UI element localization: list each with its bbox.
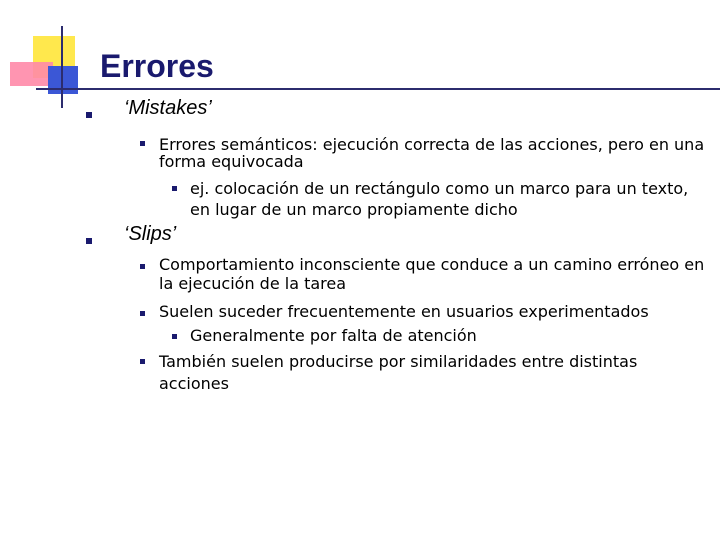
mistakes-point-1-line2: forma equivocada — [159, 152, 304, 171]
mistakes-point-1-line1: Errores semánticos: ejecución correcta de las acciones, pero en una — [159, 135, 705, 154]
slips-point-2: Suelen suceder frecuentemente en usuarios experimentados — [159, 302, 649, 321]
slips-point-1-line2: la ejecución de la tarea — [159, 274, 347, 293]
bullet-slips: ‘Slips’ — [124, 223, 177, 245]
mistakes-example-line2: en lugar de un marco propiamente dicho — [190, 200, 518, 219]
bullet-level2-icon — [140, 359, 145, 364]
slips-point-1-line1: Comportamiento inconsciente que conduce a un camino erróneo en — [159, 255, 705, 274]
decor-vertical-line — [61, 26, 63, 108]
bullet-level2-icon — [140, 141, 145, 146]
bullet-mistakes: ‘Mistakes’ — [124, 97, 212, 119]
mistakes-example-line1: ej. colocación de un rectángulo como un marco para un texto, — [190, 179, 689, 198]
bullet-level3-icon — [172, 334, 177, 339]
decor-pink-square — [10, 62, 53, 86]
title-underline — [36, 88, 720, 90]
slips-point-3-line2: acciones — [159, 374, 229, 393]
slide-title: Errores — [100, 48, 214, 84]
bullet-level2-icon — [140, 264, 145, 269]
bullet-level1-icon — [86, 238, 92, 244]
bullet-level1-icon — [86, 112, 92, 118]
slips-subpoint: Generalmente por falta de atención — [190, 326, 477, 345]
bullet-level2-icon — [140, 311, 145, 316]
bullet-level3-icon — [172, 186, 177, 191]
slips-point-3-line1: También suelen producirse por similaridades entre distintas — [159, 352, 638, 371]
